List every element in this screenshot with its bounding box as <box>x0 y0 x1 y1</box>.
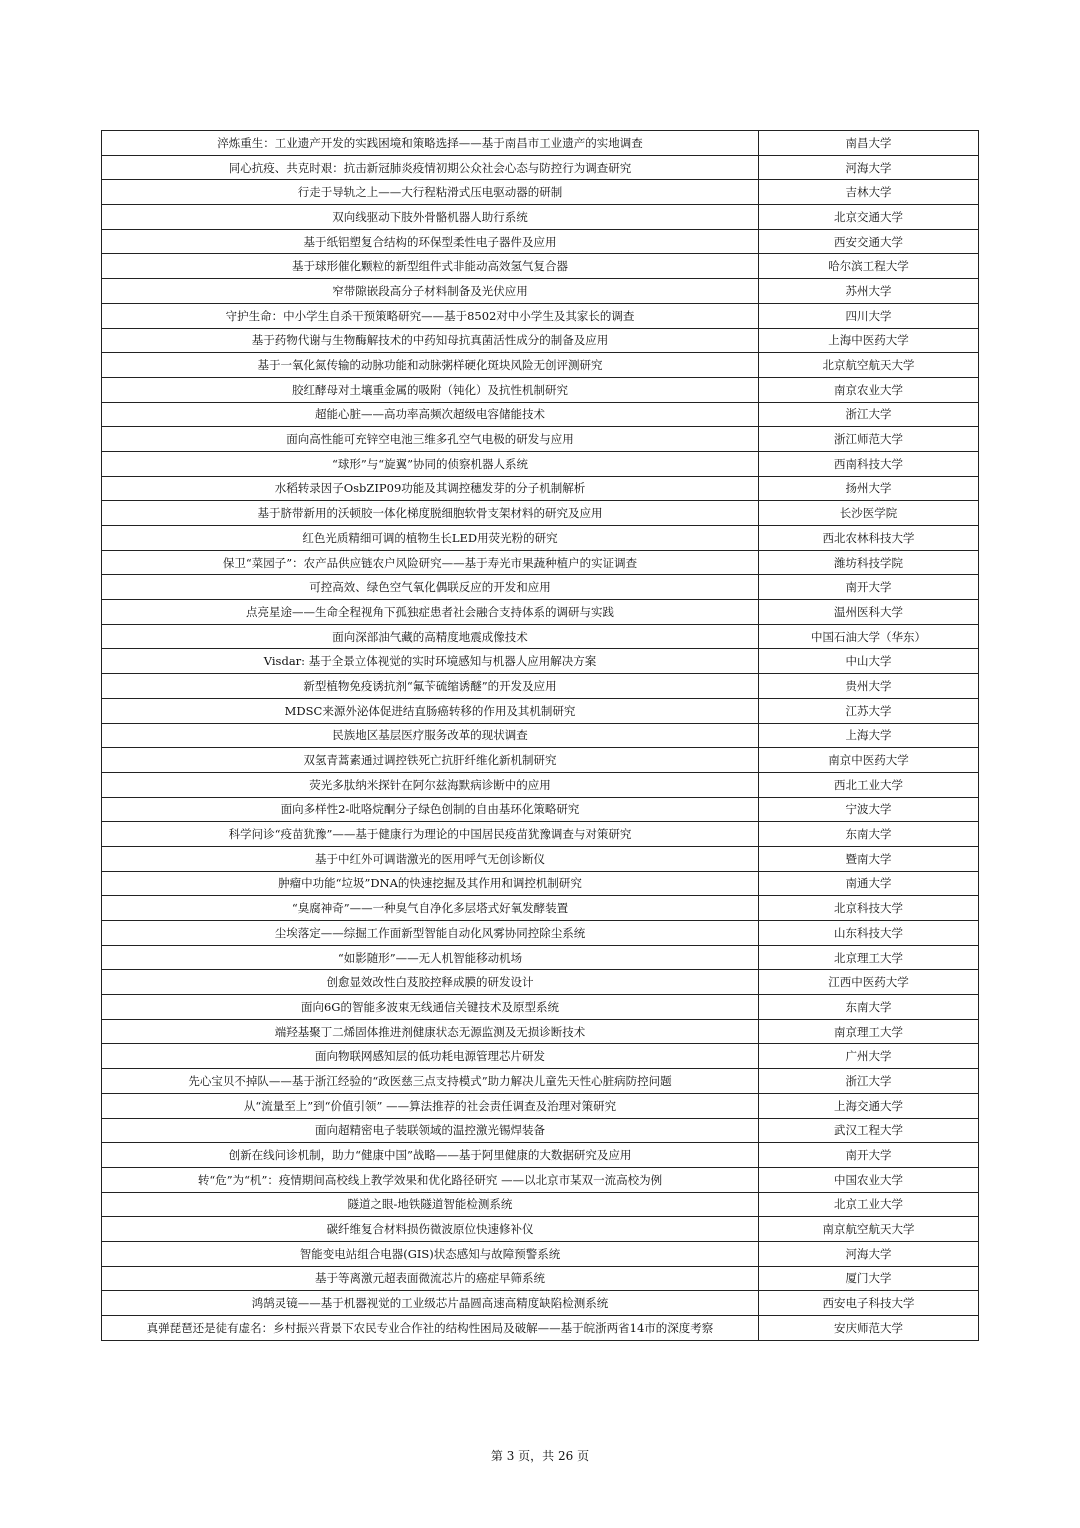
project-title-cell: 智能变电站组合电器(GIS)状态感知与故障预警系统 <box>102 1241 759 1266</box>
school-cell: 江西中医药大学 <box>759 970 979 995</box>
school-cell: 暨南大学 <box>759 846 979 871</box>
school-cell: 扬州大学 <box>759 476 979 501</box>
table-row <box>102 1192 979 1217</box>
project-title-cell: Visdar: 基于全景立体视觉的实时环境感知与机器人应用解决方案 <box>102 649 759 674</box>
table-row <box>102 328 979 353</box>
school-cell: 北京科技大学 <box>759 896 979 921</box>
school-cell: 浙江大学 <box>759 1069 979 1094</box>
school-cell: 东南大学 <box>759 995 979 1020</box>
school-cell: 中国农业大学 <box>759 1167 979 1192</box>
project-title-cell: 鸿鹄灵镜——基于机器视觉的工业级芯片晶圆高速高精度缺陷检测系统 <box>102 1291 759 1316</box>
school-cell: 上海中医药大学 <box>759 328 979 353</box>
project-title-cell: 保卫“菜园子”：农产品供应链农户风险研究——基于寿光市果蔬种植户的实证调查 <box>102 550 759 575</box>
table-row <box>102 871 979 896</box>
school-cell: 南开大学 <box>759 1143 979 1168</box>
table-row <box>102 1291 979 1316</box>
table-row <box>102 1143 979 1168</box>
school-cell: 南开大学 <box>759 575 979 600</box>
school-cell: 东南大学 <box>759 822 979 847</box>
project-title-cell: 红色光质精细可调的植物生长LED用荧光粉的研究 <box>102 526 759 551</box>
table-row <box>102 1069 979 1094</box>
project-title-cell: “如影随形”——无人机智能移动机场 <box>102 945 759 970</box>
school-cell: 北京理工大学 <box>759 945 979 970</box>
project-title-cell: 隧道之眼-地铁隧道智能检测系统 <box>102 1192 759 1217</box>
project-title-cell: “臭腐神奇”——一种臭气自净化多层塔式好氧发酵装置 <box>102 896 759 921</box>
table-row <box>102 772 979 797</box>
project-title-cell: 双氢青蒿素通过调控铁死亡抗肝纤维化新机制研究 <box>102 748 759 773</box>
project-title-cell: 尘埃落定——综掘工作面新型智能自动化风雾协同控除尘系统 <box>102 921 759 946</box>
project-title-cell: 基于等离激元超表面微流芯片的癌症早筛系统 <box>102 1266 759 1291</box>
table-row <box>102 476 979 501</box>
project-title-cell: 守护生命：中小学生自杀干预策略研究——基于8502对中小学生及其家长的调查 <box>102 303 759 328</box>
table-row <box>102 846 979 871</box>
table-row <box>102 526 979 551</box>
project-title-cell: 可控高效、绿色空气氧化偶联反应的开发和应用 <box>102 575 759 600</box>
table-row <box>102 1093 979 1118</box>
project-table <box>101 130 979 1341</box>
table-row <box>102 1316 979 1341</box>
table-row <box>102 945 979 970</box>
school-cell: 北京航空航天大学 <box>759 353 979 378</box>
school-cell: 武汉工程大学 <box>759 1118 979 1143</box>
table-row <box>102 748 979 773</box>
table-row <box>102 674 979 699</box>
table-row <box>102 303 979 328</box>
project-title-cell: “球形”与“旋翼”协同的侦察机器人系统 <box>102 451 759 476</box>
table-row <box>102 205 979 230</box>
project-title-cell: 创愈显效改性白芨胶控释成膜的研发设计 <box>102 970 759 995</box>
school-cell: 长沙医学院 <box>759 501 979 526</box>
table-row <box>102 1044 979 1069</box>
project-title-cell: 双向线驱动下肢外骨骼机器人助行系统 <box>102 205 759 230</box>
school-cell: 贵州大学 <box>759 674 979 699</box>
project-title-cell: 水稻转录因子OsbZIP09功能及其调控穗发芽的分子机制解析 <box>102 476 759 501</box>
table-row <box>102 427 979 452</box>
school-cell: 南京航空航天大学 <box>759 1217 979 1242</box>
table-row <box>102 180 979 205</box>
school-cell: 南京理工大学 <box>759 1019 979 1044</box>
project-title-cell: 基于纸铝塑复合结构的环保型柔性电子器件及应用 <box>102 229 759 254</box>
project-title-cell: 点亮星途——生命全程视角下孤独症患者社会融合支持体系的调研与实践 <box>102 600 759 625</box>
school-cell: 潍坊科技学院 <box>759 550 979 575</box>
table-row <box>102 921 979 946</box>
project-title-cell: 面向超精密电子装联领域的温控激光锡焊装备 <box>102 1118 759 1143</box>
table-row <box>102 1019 979 1044</box>
project-title-cell: 科学问诊“疫苗犹豫”——基于健康行为理论的中国居民疫苗犹豫调查与对策研究 <box>102 822 759 847</box>
school-cell: 河海大学 <box>759 1241 979 1266</box>
project-title-cell: 面向6G的智能多波束无线通信关键技术及原型系统 <box>102 995 759 1020</box>
school-cell: 中山大学 <box>759 649 979 674</box>
table-row <box>102 353 979 378</box>
table-row <box>102 698 979 723</box>
table-row <box>102 822 979 847</box>
table-row <box>102 1167 979 1192</box>
school-cell: 苏州大学 <box>759 279 979 304</box>
table-row <box>102 155 979 180</box>
project-title-cell: 同心抗疫、共克时艰：抗击新冠肺炎疫情初期公众社会心态与防控行为调查研究 <box>102 155 759 180</box>
project-title-cell: MDSC来源外泌体促进结直肠癌转移的作用及其机制研究 <box>102 698 759 723</box>
table-row <box>102 600 979 625</box>
project-title-cell: 基于脐带新用的沃顿胶一体化梯度脱细胞软骨支架材料的研究及应用 <box>102 501 759 526</box>
project-title-cell: 面向物联网感知层的低功耗电源管理芯片研发 <box>102 1044 759 1069</box>
school-cell: 江苏大学 <box>759 698 979 723</box>
project-title-cell: 创新在线问诊机制，助力“健康中国”战略——基于阿里健康的大数据研究及应用 <box>102 1143 759 1168</box>
table-row <box>102 797 979 822</box>
project-title-cell: 新型植物免疫诱抗剂“氟苄硫缩诱醚”的开发及应用 <box>102 674 759 699</box>
table-body <box>102 131 979 1341</box>
school-cell: 温州医科大学 <box>759 600 979 625</box>
school-cell: 广州大学 <box>759 1044 979 1069</box>
school-cell: 河海大学 <box>759 155 979 180</box>
project-title-cell: 真弹琵琶还是徒有虚名：乡村振兴背景下农民专业合作社的结构性困局及破解——基于皖浙两省14市的深度考察 <box>102 1316 759 1341</box>
table-row <box>102 723 979 748</box>
school-cell: 厦门大学 <box>759 1266 979 1291</box>
school-cell: 南京中医药大学 <box>759 748 979 773</box>
project-title-cell: 胶红酵母对土壤重金属的吸附（钝化）及抗性机制研究 <box>102 377 759 402</box>
table-row <box>102 995 979 1020</box>
project-title-cell: 面向深部油气藏的高精度地震成像技术 <box>102 624 759 649</box>
school-cell: 宁波大学 <box>759 797 979 822</box>
school-cell: 浙江师范大学 <box>759 427 979 452</box>
school-cell: 上海大学 <box>759 723 979 748</box>
table-row <box>102 896 979 921</box>
table-row <box>102 279 979 304</box>
school-cell: 南通大学 <box>759 871 979 896</box>
project-title-cell: 淬炼重生：工业遗产开发的实践困境和策略选择——基于南昌市工业遗产的实地调查 <box>102 131 759 156</box>
page-footer: 第 3 页，共 26 页 <box>490 1449 590 1463</box>
school-cell: 南京农业大学 <box>759 377 979 402</box>
table-row <box>102 377 979 402</box>
project-title-cell: 基于球形催化颗粒的新型组件式非能动高效氢气复合器 <box>102 254 759 279</box>
school-cell: 北京工业大学 <box>759 1192 979 1217</box>
project-title-cell: 基于中红外可调谐激光的医用呼气无创诊断仪 <box>102 846 759 871</box>
project-title-cell: 行走于导轨之上——大行程粘滑式压电驱动器的研制 <box>102 180 759 205</box>
project-title-cell: 超能心脏——高功率高频次超级电容储能技术 <box>102 402 759 427</box>
project-title-cell: 碳纤维复合材料损伤微波原位快速修补仪 <box>102 1217 759 1242</box>
project-title-cell: 肿瘤中功能“垃圾”DNA的快速挖掘及其作用和调控机制研究 <box>102 871 759 896</box>
school-cell: 安庆师范大学 <box>759 1316 979 1341</box>
school-cell: 西北工业大学 <box>759 772 979 797</box>
table-row <box>102 550 979 575</box>
project-title-cell: 荧光多肽纳米探针在阿尔兹海默病诊断中的应用 <box>102 772 759 797</box>
school-cell: 四川大学 <box>759 303 979 328</box>
table-row <box>102 575 979 600</box>
school-cell: 中国石油大学（华东） <box>759 624 979 649</box>
school-cell: 西南科技大学 <box>759 451 979 476</box>
table-row <box>102 1241 979 1266</box>
school-cell: 西安交通大学 <box>759 229 979 254</box>
project-title-cell: 从“流量至上”到“价值引领” ——算法推荐的社会责任调查及治理对策研究 <box>102 1093 759 1118</box>
table-row <box>102 229 979 254</box>
project-title-cell: 面向高性能可充锌空电池三维多孔空气电极的研发与应用 <box>102 427 759 452</box>
table-row <box>102 1118 979 1143</box>
school-cell: 山东科技大学 <box>759 921 979 946</box>
table-row <box>102 624 979 649</box>
table-row <box>102 501 979 526</box>
school-cell: 北京交通大学 <box>759 205 979 230</box>
school-cell: 浙江大学 <box>759 402 979 427</box>
table-row <box>102 451 979 476</box>
table-row <box>102 131 979 156</box>
project-title-cell: 先心宝贝不掉队——基于浙江经验的“政医慈三点支持模式”助力解决儿童先天性心脏病防控问题 <box>102 1069 759 1094</box>
project-title-cell: 民族地区基层医疗服务改革的现状调查 <box>102 723 759 748</box>
table-row <box>102 970 979 995</box>
school-cell: 吉林大学 <box>759 180 979 205</box>
school-cell: 西安电子科技大学 <box>759 1291 979 1316</box>
table-row <box>102 1217 979 1242</box>
school-cell: 上海交通大学 <box>759 1093 979 1118</box>
school-cell: 南昌大学 <box>759 131 979 156</box>
school-cell: 西北农林科技大学 <box>759 526 979 551</box>
school-cell: 哈尔滨工程大学 <box>759 254 979 279</box>
project-title-cell: 面向多样性2-吡咯烷酮分子绿色创制的自由基环化策略研究 <box>102 797 759 822</box>
project-title-cell: 端羟基聚丁二烯固体推进剂健康状态无源监测及无损诊断技术 <box>102 1019 759 1044</box>
project-title-cell: 转“危”为“机”：疫情期间高校线上教学效果和优化路径研究 ——以北京市某双一流高校为例 <box>102 1167 759 1192</box>
project-title-cell: 基于药物代谢与生物酶解技术的中药知母抗真菌活性成分的制备及应用 <box>102 328 759 353</box>
project-title-cell: 基于一氧化氮传输的动脉功能和动脉粥样硬化斑块风险无创评测研究 <box>102 353 759 378</box>
table-row <box>102 402 979 427</box>
table-row <box>102 649 979 674</box>
project-title-cell: 窄带隙嵌段高分子材料制备及光伏应用 <box>102 279 759 304</box>
table-row <box>102 254 979 279</box>
table-row <box>102 1266 979 1291</box>
